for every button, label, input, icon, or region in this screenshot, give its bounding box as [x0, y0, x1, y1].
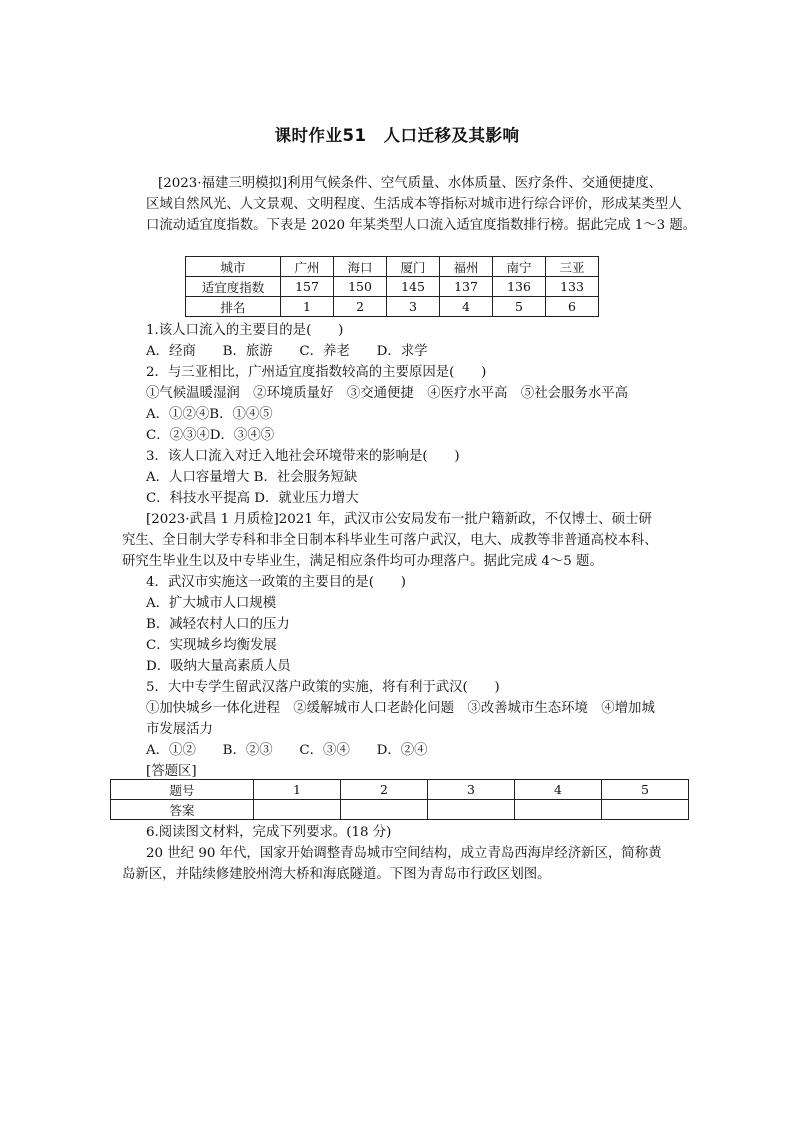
answer-blank[interactable]: [341, 800, 428, 820]
table-cell: 4: [515, 780, 602, 800]
table-row: [186, 257, 599, 277]
intro1-line-2: 区域自然风光、人文景观、文明程度、生活成本等指标对城市进行综合评价，形成某类型人: [146, 197, 682, 212]
table-cell: 海口: [334, 257, 387, 277]
answer-blank[interactable]: [515, 800, 602, 820]
table-cell: 145: [387, 277, 440, 297]
answer-area-label: [答题区]: [146, 764, 197, 779]
table-row: [111, 780, 689, 800]
answer-blank[interactable]: [602, 800, 689, 820]
intro1-line-1: [2023·福建三明模拟]利用气候条件、空气质量、水体质量、医疗条件、交通便捷度、: [158, 176, 663, 191]
table-row: [111, 800, 689, 820]
table-cell: 133: [546, 277, 599, 297]
intro2-line-1: [2023·武昌 1 月质检]2021 年，武汉市公安局发布一批户籍新政，不仅博士、硕士研: [146, 512, 652, 527]
table-cell: 5: [493, 297, 546, 317]
q4-option-c: C．实现城乡均衡发展: [146, 638, 277, 653]
table-cell: 三亚: [546, 257, 599, 277]
table-cell: 3: [428, 780, 515, 800]
table-cell: 137: [440, 277, 493, 297]
q1-stem: 1.该人口流入的主要目的是( ): [146, 323, 344, 338]
table-cell: 4: [440, 297, 493, 317]
q2-items: ①气候温暖湿润 ②环境质量好 ③交通便捷 ④医疗水平高 ⑤社会服务水平高: [146, 386, 629, 401]
table-cell: 厦门: [387, 257, 440, 277]
table-cell: 5: [602, 780, 689, 800]
q2-options-ab: A．①②④B．①④⑤: [146, 407, 273, 422]
q2-stem: 2．与三亚相比，广州适宜度指数较高的主要原因是( ): [146, 365, 487, 380]
q5-options: A．①② B．②③ C．③④ D．②④: [146, 743, 428, 758]
q3-options-ab: A．人口容量增大 B．社会服务短缺: [146, 470, 358, 485]
answer-blank[interactable]: [428, 800, 515, 820]
table-row: [186, 277, 599, 297]
q4-stem: 4．武汉市实施这一政策的主要目的是( ): [146, 575, 406, 590]
page-title: 课时作业51 人口迁移及其影响: [274, 126, 520, 145]
table-cell: 广州: [281, 257, 334, 277]
table-cell: 排名: [186, 297, 281, 317]
table-cell: 城市: [186, 257, 281, 277]
q6-text-line-1: 20 世纪 90 年代，国家开始调整青岛城市空间结构，成立青岛西海岸经济新区，简称黄: [146, 846, 662, 861]
q6-stem: 6.阅读图文材料，完成下列要求。(18 分): [146, 825, 392, 840]
q4-option-a: A．扩大城市人口规模: [146, 596, 277, 611]
q1-options: A．经商 B．旅游 C．养老 D．求学: [146, 344, 428, 359]
table-cell: 6: [546, 297, 599, 317]
table-cell: 136: [493, 277, 546, 297]
table-cell: 150: [334, 277, 387, 297]
table-cell: 答案: [111, 800, 254, 820]
q5-stem: 5．大中专学生留武汉落户政策的实施，将有利于武汉( ): [146, 680, 500, 695]
intro2-line-2: 究生、全日制大学专科和非全日制本科毕业生可落户武汉，电大、成教等非普通高校本科、: [122, 533, 658, 548]
q6-text-line-2: 岛新区，并陆续修建胶州湾大桥和海底隧道。下图为青岛市行政区划图。: [122, 867, 551, 882]
q5-items-line-2: 市发展活力: [146, 722, 213, 737]
answer-table: [110, 779, 689, 820]
q4-option-b: B．减轻农村人口的压力: [146, 617, 290, 632]
table-cell: 2: [341, 780, 428, 800]
table-cell: 157: [281, 277, 334, 297]
table-cell: 南宁: [493, 257, 546, 277]
table-cell: 题号: [111, 780, 254, 800]
table-cell: 2: [334, 297, 387, 317]
table-row: [186, 297, 599, 317]
table-cell: 3: [387, 297, 440, 317]
answer-blank[interactable]: [254, 800, 341, 820]
table-cell: 1: [281, 297, 334, 317]
table-cell: 福州: [440, 257, 493, 277]
q5-items-line-1: ①加快城乡一体化进程 ②缓解城市人口老龄化问题 ③改善城市生态环境 ④增加城: [146, 701, 655, 716]
q4-option-d: D．吸纳大量高素质人员: [146, 659, 291, 674]
intro2-line-3: 研究生毕业生以及中专毕业生，满足相应条件均可办理落户。据此完成 4～5 题。: [122, 554, 603, 569]
q2-options-cd: C．②③④D．③④⑤: [146, 428, 275, 443]
suitability-table: [185, 256, 599, 317]
q3-stem: 3．该人口流入对迁入地社会环境带来的影响是( ): [146, 449, 460, 464]
q3-options-cd: C．科技水平提高 D．就业压力增大: [146, 491, 359, 506]
table-cell: 适宜度指数: [186, 277, 281, 297]
intro1-line-3: 口流动适宜度指数。下表是 2020 年某类型人口流入适宜度指数排行榜。据此完成 1～3 题。: [146, 218, 697, 233]
table-cell: 1: [254, 780, 341, 800]
